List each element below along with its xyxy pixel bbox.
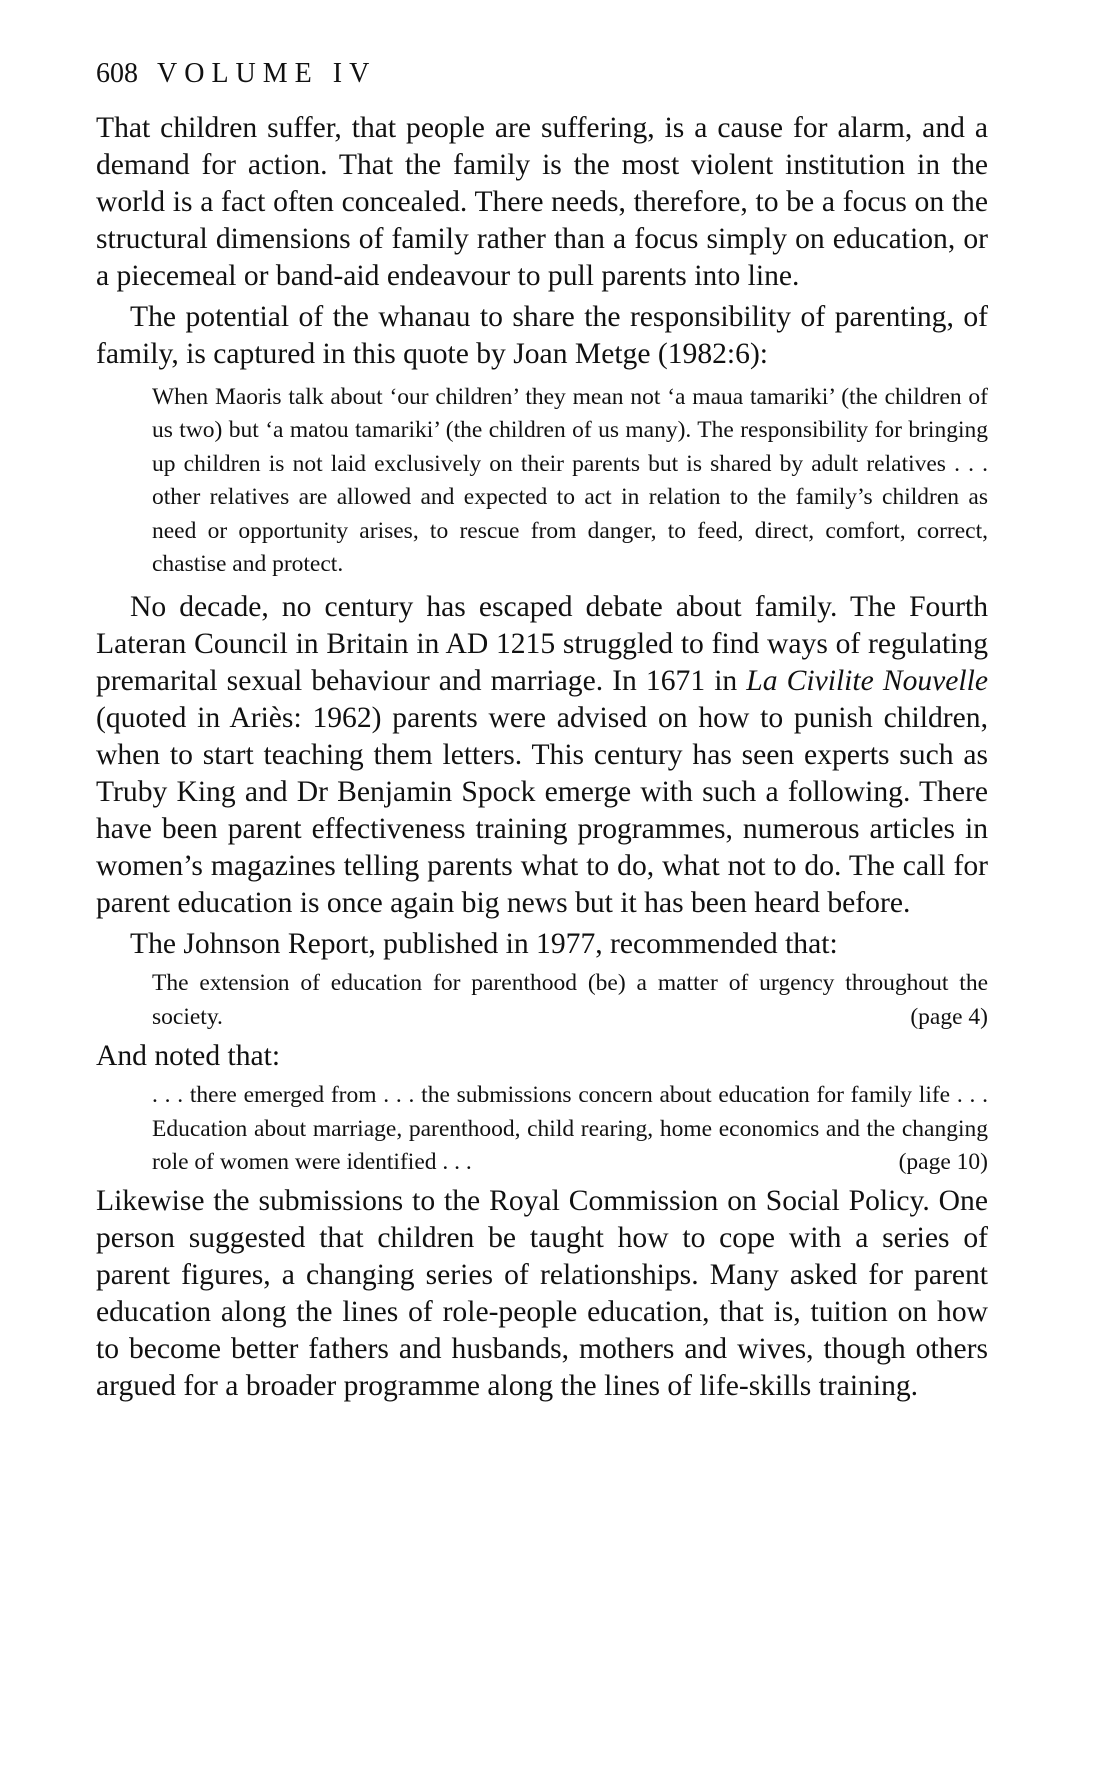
paragraph-royal-commission: Likewise the submissions to the Royal Commission on Social Policy. One person suggested that children be taught how to cope with a series of parent figures, a changing series of relationships. Many asked for parent education along the lines of role-people education, that is, tuition on how to become better fathers and husbands, mothers and wives, though others argued for a broader programme along the lines of life-skills training. [96,1185,988,1403]
quote-submissions-text: . . . there emerged from . . . the submissions concern about education for family life . . . Education about marriage, parenthood, child rearing, home economics and the changing role of women were identified . . . [152,1082,988,1176]
history-text-end: (quoted in Ariès: 1962) parents were advised on how to punish children, when to start teaching them letters. This century has seen experts such as Truby King and Dr Benjamin Spock emerge with such a following. There have been parent effectiveness training programmes, numerous articles in women’s magazines telling parents what to do, what not to do. The call for parent education is once again big news but it has been heard before. [96,702,988,920]
quote-johnson-text: The extension of education for parenthood (be) a matter of urgency throughout the society. [152,970,988,1030]
history-text-start: No decade, no century has escaped debate about family. The Fourth Lateran Council in Britain in AD 1215 struggled to find ways of regulating premarital sexual behaviour and marriage. In 1671 in [96,591,988,698]
paragraph-history [96,589,988,922]
quote-johnson-recommendation [96,967,988,1034]
quote-johnson-submissions [96,1079,988,1179]
body-text [96,110,988,1405]
paragraph-johnson-report: The Johnson Report, published in 1977, recommended that: [130,928,838,961]
page-number: 608 [96,58,138,89]
paragraph-family-violence: That children suffer, that people are suffering, is a cause for alarm, and a demand for action. That the family is the most violent institution in the world is a fact often concealed. There needs, therefore, to be a focus on the structural dimensions of family rather than a focus simply on education, or a piecemeal or band-aid endeavour to pull parents into line. [96,112,988,292]
paragraph-noted-that: And noted that: [96,1040,281,1073]
quote-metge: When Maoris talk about ‘our children’ they mean not ‘a maua tamariki’ (the children of us two) but ‘a matou tamariki’ (the children of us many). The responsibility for bringing up children is not laid exclusively on their parents but is shared by adult relatives . . . other relatives are allowed and expected to act in relation to the family’s children as need or opportunity arises, to rescue from danger, to feed, direct, comfort, correct, chastise and protect. [152,384,988,578]
paragraph-whanau: The potential of the whanau to share the responsibility of parenting, of family, is captured in this quote by Joan Metge (1982:6): [96,301,988,370]
running-head: VOLUME IV [157,58,377,89]
page-reference: (page 10) [898,1149,988,1176]
book-title: La Civilite Nouvelle [746,665,989,698]
page-header [96,58,376,90]
page-reference: (page 4) [910,1003,988,1030]
